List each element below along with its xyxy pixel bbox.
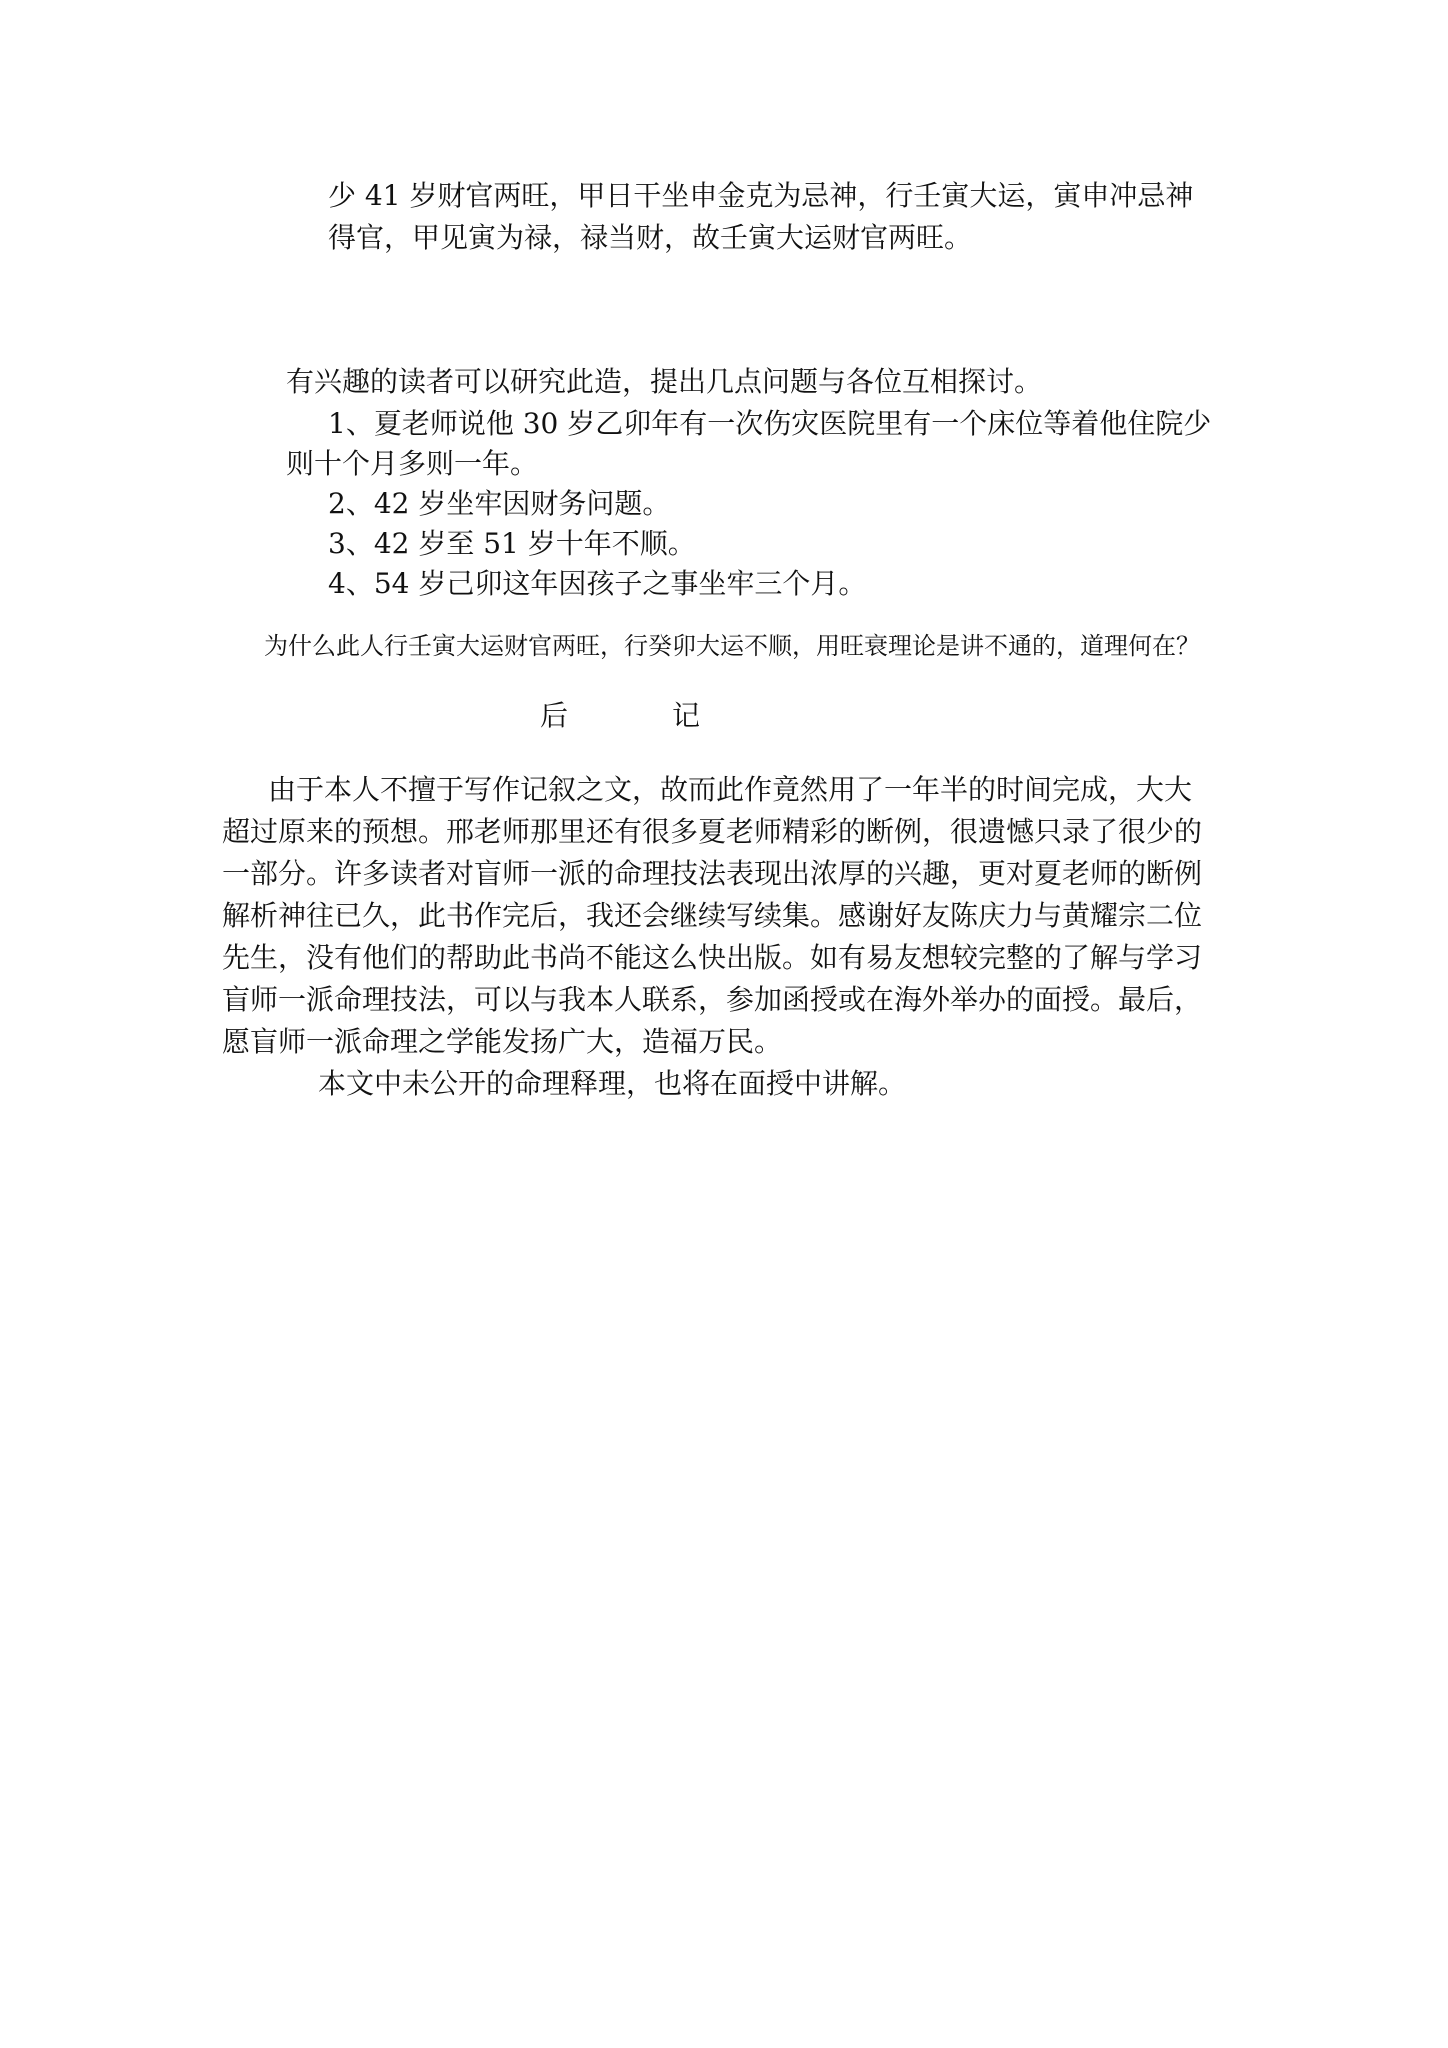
question-2: 2、42 岁坐牢因财务问题。	[328, 487, 671, 520]
text-line: 少 41 岁财官两旺，甲日干坐申金克为忌神，行壬寅大运，寅申冲忌神	[328, 179, 1194, 212]
afterword-line: 愿盲师一派命理之学能发扬广大，造福万民。	[222, 1025, 783, 1058]
question-4: 4、54 岁己卯这年因孩子之事坐牢三个月。	[328, 567, 867, 600]
afterword-line: 一部分。许多读者对盲师一派的命理技法表现出浓厚的兴趣，更对夏老师的断例	[222, 857, 1203, 890]
question-why: 为什么此人行壬寅大运财官两旺，行癸卯大运不顺，用旺衰理论是讲不通的，道理何在？	[264, 632, 1200, 660]
questions-intro: 有兴趣的读者可以研究此造，提出几点问题与各位互相探讨。	[286, 365, 1043, 398]
text-line: 得官，甲见寅为禄，禄当财，故壬寅大运财官两旺。	[328, 221, 973, 254]
question-3: 3、42 岁至 51 岁十年不顺。	[328, 527, 696, 560]
afterword-title-right: 记	[672, 699, 701, 732]
afterword-line: 先生，没有他们的帮助此书尚不能这么快出版。如有易友想较完整的了解与学习	[222, 941, 1203, 974]
afterword-closing: 本文中未公开的命理释理，也将在面授中讲解。	[318, 1067, 907, 1100]
afterword-line: 由于本人不擅于写作记叙之文，故而此作竟然用了一年半的时间完成，大大	[268, 773, 1193, 806]
afterword-line: 超过原来的预想。邢老师那里还有很多夏老师精彩的断例，很遗憾只录了很少的	[222, 815, 1203, 848]
question-1-cont: 则十个月多则一年。	[286, 447, 539, 480]
afterword-line: 盲师一派命理技法，可以与我本人联系，参加函授或在海外举办的面授。最后，	[222, 983, 1203, 1016]
afterword-line: 解析神往已久，此书作完后，我还会继续写续集。感谢好友陈庆力与黄耀宗二位	[222, 899, 1203, 932]
question-1: 1、夏老师说他 30 岁乙卯年有一次伤灾医院里有一个床位等着他住院少	[328, 407, 1212, 440]
afterword-title-left: 后	[540, 699, 569, 732]
afterword-title	[540, 696, 700, 736]
